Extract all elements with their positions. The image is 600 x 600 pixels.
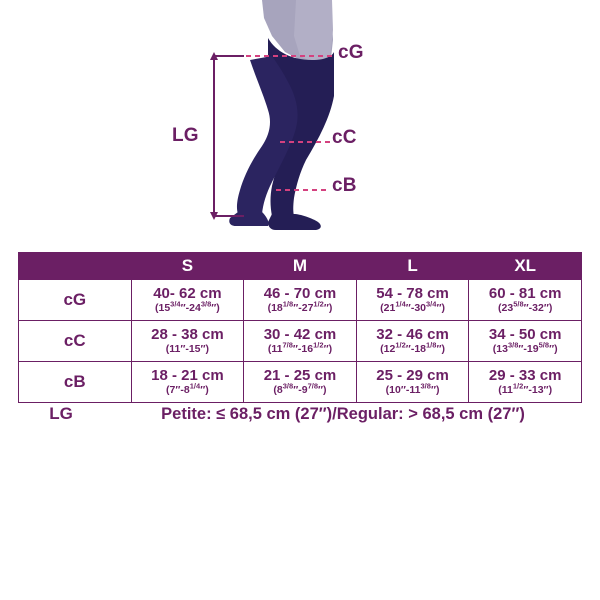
table-row: [19, 321, 582, 362]
table-row: [19, 362, 582, 403]
length-note: [18, 404, 582, 424]
cell-cb-m: [244, 362, 357, 403]
cell-value-metric: 21 - 25 cm: [263, 366, 337, 384]
cell-value-metric: 46 - 70 cm: [263, 284, 337, 302]
cell-value-metric: 25 - 29 cm: [376, 366, 449, 384]
cell-value-imperial: $(7''-8^{1/4}'')$: [166, 381, 209, 396]
leg-illustration: [0, 0, 600, 240]
cell-value-imperial: $(23^{5/8}''-32'')$: [498, 299, 553, 314]
cell-cc-xl: [469, 321, 582, 362]
cell-value-metric: 18 - 21 cm: [151, 366, 224, 384]
cell-value-imperial: $(8^{3/8}''-9^{7/8}'')$: [273, 381, 327, 396]
size-chart-table: [18, 252, 582, 403]
label-lg: LG: [172, 125, 199, 146]
cell-value-imperial: $(12^{1/2}''-18^{1/8}'')$: [380, 340, 445, 355]
cell-value-imperial: $(10''-11^{3/8}'')$: [385, 381, 440, 396]
table-header-row: [19, 253, 582, 280]
row-label-cg: cG: [19, 280, 132, 321]
column-header-xl: XL: [469, 253, 582, 280]
cell-value-imperial: $(18^{1/8}''-27^{1/2}'')$: [267, 299, 333, 314]
cell-value-metric: 40- 62 cm: [153, 284, 222, 302]
cell-value-metric: 60 - 81 cm: [488, 284, 562, 302]
cell-value-imperial: $(21^{1/4}''-30^{3/4}'')$: [380, 299, 445, 314]
cell-value-imperial: $(13^{3/8}''-19^{5/8}'')$: [492, 340, 558, 355]
cell-cb-s: [131, 362, 244, 403]
cell-cc-l: [356, 321, 469, 362]
table-corner-cell: [19, 253, 132, 280]
label-cb: cB: [332, 175, 357, 196]
column-header-s: S: [131, 253, 244, 280]
table-row: [19, 280, 582, 321]
label-cc: cC: [332, 127, 357, 148]
column-header-m: M: [244, 253, 357, 280]
cell-value-imperial: $(11^{7/8}''-16^{1/2}'')$: [267, 340, 333, 355]
cell-value-metric: 32 - 46 cm: [376, 325, 449, 343]
cell-value-metric: 34 - 50 cm: [488, 325, 562, 343]
cell-cg-m: [244, 280, 357, 321]
cell-value-metric: 29 - 33 cm: [488, 366, 562, 384]
column-header-l: L: [356, 253, 469, 280]
cell-cg-s: [131, 280, 244, 321]
cell-cb-l: [356, 362, 469, 403]
row-label-cc: cC: [19, 321, 132, 362]
label-cg: cG: [338, 42, 364, 63]
cell-cg-l: [356, 280, 469, 321]
cell-value-metric: 30 - 42 cm: [263, 325, 337, 343]
cell-value-metric: 54 - 78 cm: [376, 284, 449, 302]
length-note-label: LG: [49, 404, 73, 423]
cell-value-imperial: (11″-15″): [165, 342, 210, 355]
length-note-text: Petite: ≤ 68,5 cm (27″)/Regular: > 68,5 cm (27″): [161, 404, 525, 423]
cell-cg-xl: [469, 280, 582, 321]
cell-value-imperial: $(15^{3/4}''-24^{3/8}'')$: [154, 299, 220, 314]
table-header: [19, 253, 582, 280]
row-label-cb: cB: [19, 362, 132, 403]
cell-cb-xl: [469, 362, 582, 403]
cell-value-imperial: $(11^{1/2}''-13'')$: [498, 381, 553, 396]
cell-cc-s: [131, 321, 244, 362]
cell-value-metric: 28 - 38 cm: [151, 325, 224, 343]
cell-cc-m: [244, 321, 357, 362]
stocking-shape: [229, 38, 334, 230]
leg-diagram-svg: [0, 0, 600, 240]
table-body: [19, 280, 582, 403]
